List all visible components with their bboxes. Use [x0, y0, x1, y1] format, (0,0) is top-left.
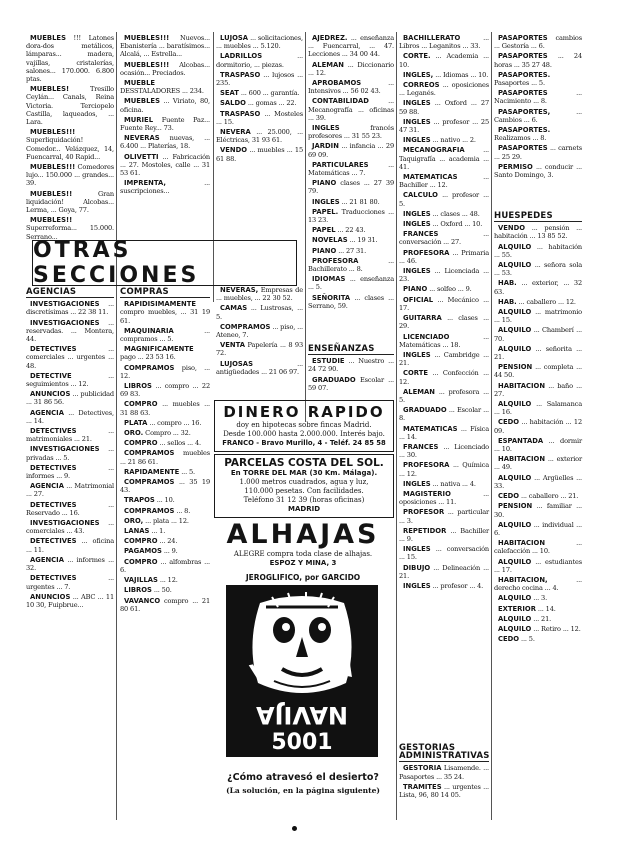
classified-ad: DETECTIVES ... informes ... 9.: [26, 463, 114, 481]
classified-ad: MAGNIFICAMENTE pago ... 23 53 16.: [120, 345, 194, 362]
classified-ad: IMPRENTA, ... suscripciones...: [120, 179, 210, 196]
jeroglifico-puzzle-image: [226, 585, 378, 757]
classified-ad: SALDO ... gomas ... 22.: [220, 99, 297, 108]
classified-ad: MECANOGRAFIA ... Taquigrafía ... academia ... 41.: [399, 146, 489, 171]
classified-ad: REPETIDOR ... Bachiller ... 9.: [399, 526, 489, 543]
classified-ad: CAMAS ... Lustrosas, ... 5.: [216, 304, 303, 321]
classified-ad: CORTE. ... Academia ... 10.: [399, 52, 489, 69]
classified-ad: COMPRO ... sellos ... 4.: [124, 439, 201, 448]
classified-ad: NEVERAS, Empresas de ... muebles, ... 22 30 52.: [216, 286, 303, 303]
classified-ad: NEVERA ... 25.000, ... Eléctricas, 31 93 61.: [216, 128, 303, 145]
classified-ad: NOVELAS ... 19 31.: [312, 236, 378, 245]
column-rule: [305, 32, 306, 422]
classified-ad: PASAPORTES cambios ... Gestoría ... 6.: [494, 34, 582, 51]
ad-alhajas-address: ESPOZ Y MINA, 3: [269, 559, 337, 567]
ad-alhajas-title: ALHAJAS: [226, 519, 380, 550]
classified-ad: VAVANCO compro ... 21 80 61.: [120, 596, 210, 613]
classified-ad: AJEDREZ. ... enseñanza ... Fuencarral, ... 47. Lecciones ... 34 00 44.: [308, 34, 394, 59]
classified-ad: DETECTIVE ... seguimientos ... 12.: [26, 371, 114, 389]
section-heading-ensenanzas: ENSEÑANZAS: [308, 345, 394, 355]
classified-ad: PAPEL. Traducciones ... 13 23.: [308, 207, 394, 225]
classified-ad: HABITACION ... calefacción ... 10.: [494, 539, 582, 556]
classified-ad: PENSION ... completa ... 44 50.: [494, 363, 582, 380]
classified-ad: ALQUILO ... 3.: [498, 594, 548, 603]
classified-ad: GRADUADO ... Escolar ... 8.: [399, 406, 489, 423]
classified-ad: LIBROS ... compro ... 22 69 83.: [120, 382, 210, 399]
classified-ad: EXTERIOR ... 14.: [498, 604, 556, 613]
classified-ad: CALCULO ... profesor ... 5.: [399, 191, 489, 208]
classified-ad: VAJILLAS ... 12.: [124, 576, 178, 585]
classified-ad: INVESTIGACIONES ... reservadas. ... Montera, 44.: [26, 318, 114, 344]
classified-ad: FRANCES ... conversación ... 27.: [399, 230, 489, 247]
jeroglifico-number: 5001: [271, 730, 333, 755]
classified-ad: INGLES ... profesor ... 25 47 31.: [399, 117, 489, 135]
classified-ad: INGLES ... Licenciada ... 23.: [399, 267, 489, 284]
classified-ad: PAPEL ... 22 43.: [312, 226, 366, 235]
page-mark-dot: [292, 826, 297, 831]
classified-column-6-top: [494, 34, 582, 210]
classified-ad: MAQUINARIA ... compramos ... 5.: [120, 326, 210, 344]
classified-ad: PIANO ... solfeo ... 9.: [403, 285, 472, 294]
classified-ad: HAB. ... caballero ... 12.: [498, 297, 576, 306]
classified-ad: APROBAMOS ... Intensivos ... 56 02 43.: [308, 79, 394, 96]
section-heading-gestorias: GESTORIAS ADMINISTRATIVAS: [399, 743, 490, 762]
classified-ad: CORREOS ... oposiciones ... Leganés.: [399, 81, 489, 98]
ad-alhajas-line: ALEGRE compra toda clase de alhajas.: [233, 550, 373, 558]
classified-ad: AGENCIA ... Detectives, ... 14.: [26, 408, 114, 425]
classified-column-4: [308, 34, 394, 346]
jeroglifico-question: ¿Cómo atravesó el desierto?: [227, 772, 379, 783]
agencias-section: [26, 288, 114, 808]
classified-ad: CEDO ... habitación ... 12 09.: [494, 418, 582, 435]
classified-ad: ALEMAN ... Diccionario ... 12.: [308, 60, 394, 77]
classified-ad: TRASPASO ... Mosteles ... 15.: [216, 109, 303, 126]
classified-ad: INGLES ... Cambridge ... 21.: [399, 350, 489, 368]
classified-ad: MAGISTERIO ... oposiciones ... 11.: [399, 489, 489, 507]
classified-ad: VENDO ... pensión ... habitación ... 13 85 52.: [494, 224, 582, 241]
classified-ad: PROFESORA ... Bachillerato ... 8.: [308, 256, 394, 274]
classified-ad: INVESTIGACIONES ... discretísimas ... 22 38 11.: [26, 300, 114, 317]
classified-ad: ALQUILO ... Salamanca ... 16.: [494, 400, 582, 417]
compras-section: [120, 288, 210, 808]
classified-ad: ORO. Compro ... 32.: [124, 429, 191, 438]
classified-ad: INVESTIGACIONES ... comerciales ... 43.: [26, 519, 114, 536]
classified-ad: MATEMATICAS ... Bachiller ... 12.: [399, 173, 489, 190]
classified-ad: MUEBLES ... Viriato, 80, oficina.: [120, 97, 210, 114]
section-heading-compras: COMPRAS: [120, 288, 210, 298]
classified-ad: ALQUILO ... individual ... 6.: [494, 520, 582, 537]
classified-ad: COMPRAMOS muebles ... 21 86 61.: [120, 449, 210, 466]
classified-ad: TRAMITES ... urgentes ... Lista, 96, 80 14 05.: [399, 782, 489, 800]
classified-ad: PROFESOR ... particular ... 3.: [399, 508, 489, 525]
classified-ad: MUEBLES !!! Latones dora-dos metálicos, lámparas... madera, vajillas, cristalerías, salones... 170.000. 6.800 ptas.: [26, 34, 114, 84]
classified-ad: BACHILLERATO ... Libros ... Leganitos ... 33.: [399, 34, 489, 51]
classified-ad: MUEBLES!! Gran liquidación! Alcobas... Lerma, ... Goya, 77.: [26, 189, 114, 215]
classified-ad: PASAPORTES ... Nacimiento ... 8.: [494, 89, 582, 106]
classified-ad: MURIEL Fuente Paz... Fuente Rey... 73.: [120, 115, 210, 133]
classified-column-1-top: [26, 34, 114, 241]
classified-ad: MUEBLE DESSTALADORES ... 234.: [120, 79, 204, 96]
classified-ad: PROFESORA ... Química ... 12.: [399, 461, 489, 478]
classified-ad: MUEBLES!!! Comedores lujo... 150.000 ... grandes... 39.: [26, 163, 114, 188]
classified-ad: DETECTIVES ... comerciales ... urgentes ... 48.: [26, 345, 114, 370]
classified-ad: HAB. ... exterior, ... 32 63.: [494, 279, 582, 296]
classified-ad: GRADUADO Escolar ... 59 07.: [308, 375, 394, 392]
classified-ad: VENDO ... muebles ... 15 61 88.: [216, 146, 303, 163]
ad-parcelas: [214, 454, 394, 518]
classified-ad: COMPRO ... alfombras ... 6.: [120, 557, 210, 574]
section-heading-agencias: AGENCIAS: [26, 288, 114, 298]
classified-ad: INVESTIGACIONES ... privadas ... 5.: [26, 445, 114, 462]
gestorias-section: [399, 744, 489, 804]
classified-ad: COMPRO ... muebles ... 31 88 63.: [120, 400, 210, 417]
classified-ad: OFICIAL ... Mecánico ... 17.: [399, 295, 489, 312]
ad-dinero-title: DINERO RAPIDO: [223, 403, 385, 421]
classified-ad: ANUNCIOS ... publicidad ... 31 86 56.: [26, 390, 114, 407]
classified-ad: DETECTIVES ... matrimoniales ... 21.: [26, 427, 114, 444]
classified-ad: ALQUILO ... Chamberí ... 70.: [494, 326, 582, 343]
classified-ad: INGLES ... nativa ... 4.: [403, 479, 476, 488]
classified-ad: ALQUILO ... señorita ... 21.: [494, 344, 582, 362]
classified-ad: GUITARRA ... clases ... 29.: [399, 314, 489, 331]
classified-ad: PASAPORTES. Pasaportes ... 5.: [494, 70, 551, 88]
classified-ad: MUEBLES!!! Superliquidación! Comedor... Velázquez, 14, Fuencarral, 40 Rapid...: [26, 128, 114, 161]
classified-ad: DETECTIVES ... Reservado ... 16.: [26, 500, 114, 517]
jeroglifico-solution-note: (La solución, en la página siguiente): [226, 786, 380, 795]
classified-column-5: [399, 34, 489, 742]
classified-ad: PIANO clases ... 27 39 79.: [308, 179, 394, 196]
jeroglifico-letter-a: A: [334, 654, 356, 683]
classified-ad: RAPIDAMENTE ... 5.: [124, 467, 196, 476]
classified-ad: HABITACION, ... derecho cocina ... 4.: [494, 575, 582, 593]
classified-ad: INGLES ... profesor ... 4.: [403, 581, 484, 590]
classified-ad: LUJOSA ... solicitaciones, ... muebles ... 5.120.: [216, 34, 303, 51]
ad-parcelas-line: 110.000 pesetas. Con facilidades.: [244, 487, 364, 495]
classified-ad: NEVERAS nuevas, ... 6.400 ... Platerías, 18.: [120, 134, 210, 151]
classified-ad: LADRILLOS ... dormitorio, ... piezas.: [216, 52, 303, 69]
classified-ad: PASAPORTES. Realizamos ... 8.: [494, 126, 551, 143]
classified-ad: ALQUILO ... Argüelles ... 33.: [494, 473, 582, 490]
classified-ad: COMPRAMOS ... piso, ... Ateneo, 7.: [216, 322, 303, 340]
classified-ad: DETECTIVES ... oficina ... 11.: [26, 537, 114, 554]
classified-column-3-mid: [216, 286, 303, 386]
classified-ad: INGLES ... nativo ... 2.: [403, 136, 476, 145]
classified-ad: PASAPORTES ... 24 horas ... 35 27 48.: [494, 52, 582, 69]
classified-ad: MUEBLES! Tresillo Ceylán... Canals, Reina Victoria. Terciopelo Castilla, laqueados, ... Lara.: [26, 85, 114, 127]
classified-ad: MUEBLES!! Superreforma... 15.000. Serrano...: [26, 216, 114, 241]
classified-ad: PASAPORTES, ... Cambios ... 6.: [494, 107, 582, 124]
classified-ad: INGLES ... Oxford ... 10.: [403, 220, 483, 229]
classified-ad: LUJOSAS ... antigüedades ... 21 06 97.: [216, 359, 303, 376]
huespedes-section: [494, 212, 582, 806]
classified-ad: ORO, ... plata ... 12.: [124, 516, 189, 525]
classified-ad: PERMISO ... conducir ... Santo Domingo, 3.: [494, 162, 582, 180]
ad-dinero-contact: FRANCO - Bravo Murillo, 4 - Teléf. 24 85 58: [222, 439, 386, 447]
classified-ad: PAGAMOS ... 9.: [124, 547, 178, 556]
classified-ad: DETECTIVES ... urgentes ... 7.: [26, 574, 114, 591]
ad-parcelas-line: Teléfono 31 12 39 (horas oficinas): [243, 496, 365, 504]
classified-ad: PIANO ... 27 31.: [312, 246, 367, 255]
ad-dinero-line: doy en hipotecas sobre fincas Madrid.: [236, 421, 372, 429]
section-banner-text: OTRAS SECCIONES: [33, 238, 200, 288]
classified-ad: CORTE ... Confección ... 12.: [399, 369, 489, 386]
jeroglifico-letter-v: V: [248, 658, 270, 687]
classified-ad: INGLES, ... Idiomas ... 10.: [403, 70, 489, 79]
classified-ad: ALQUILO ... estudiantes ... 17.: [494, 557, 582, 574]
classified-ad: CEDO ... caballero ... 21.: [498, 492, 579, 501]
classified-ad: COMPRAMOS ... 8.: [124, 506, 191, 515]
classified-ad: ALQUILO ... 21.: [498, 614, 552, 623]
ad-dinero-rapido: [214, 400, 394, 452]
classified-ad: HABITACION ... baño ... 27.: [494, 381, 582, 398]
classified-column-2-top: [120, 34, 210, 234]
classified-ad: IDIOMAS ... enseñanza ... 5.: [308, 275, 394, 292]
classified-ad: ALEMAN ... profesora ... 5.: [399, 387, 489, 404]
classified-ad: INGLES ... clases ... 48.: [403, 209, 480, 218]
classified-ad: INGLES ... conversación ... 15.: [399, 545, 489, 562]
classified-ad: OLIVETTI ... Fabricación ... 27. Mostoles, calle ... 31 53 61.: [120, 152, 210, 178]
classified-ad: SEÑORITA ... clases ... Serrano, 59.: [308, 293, 394, 310]
classified-ad: COMPRAMOS piso, ... 12.: [120, 363, 210, 380]
classified-ad: INGLES ... 21 81 80.: [312, 197, 380, 206]
ad-parcelas-title: PARCELAS COSTA DEL SOL.: [224, 457, 384, 469]
section-banner: [32, 240, 297, 286]
classified-ad: CEDO ... 5.: [498, 635, 535, 644]
classified-ad: INGLES francés profesores ... 31 55 23.: [308, 124, 394, 141]
ensenanzas-section: [308, 345, 394, 397]
classified-ad: TRAPOS ... 10.: [124, 496, 175, 505]
ad-dinero-line: Desde 100.000 hasta 2.000.000. Interés bajo.: [223, 430, 385, 438]
classified-ad: INGLES ... Oxford ... 27 59 88.: [399, 99, 489, 116]
jeroglifico-title: JEROGLIFICO, por GARCIDO: [245, 573, 361, 582]
classified-ad: ALQUILO ... Retiro ... 12.: [498, 624, 581, 633]
classified-ad: ALQUILO ... matrimonio ... 15.: [494, 308, 582, 325]
classified-ad: LIBROS ... 50.: [124, 586, 172, 595]
classified-ad: ESPANTADA ... dormir ... 10.: [494, 436, 582, 454]
column-rule: [491, 32, 492, 820]
classified-ad: MUEBLES!!! Nuevos... Ebanistería ... baratísimos... Alcalá, ... Estrella...: [120, 34, 210, 59]
classified-ad: LICENCIADO ... Matemáticas ... 18.: [399, 332, 489, 349]
classified-ad: LANAS ... 1.: [124, 527, 166, 536]
classified-ad: TRASPASO ... lujosos ... 235.: [216, 70, 303, 88]
jeroglifico-word: NAVIJA: [255, 701, 349, 729]
classified-ad: MUEBLES!!! Alcobas... ocasión... Preciados.: [120, 60, 210, 77]
classified-ad: PROFESORA ... Primaria ... 46.: [399, 248, 489, 265]
classified-ad: PASAPORTES ... carnets ... 25 29.: [494, 144, 582, 161]
classified-ad: RAPIDISIMAMENTE compro muebles, ... 31 19 61.: [120, 300, 210, 325]
classified-column-3-top: [216, 34, 303, 234]
ad-parcelas-city: MADRID: [288, 505, 320, 513]
column-rule: [396, 32, 397, 820]
classified-ad: ANUNCIOS ... ABC ... 11 10 30, Fuipbrue...: [26, 592, 114, 609]
ad-alhajas: [214, 520, 392, 570]
section-heading-huespedes: HUESPEDES: [494, 212, 582, 222]
classified-ad: COMPRAMOS ... 35 19 43.: [120, 478, 210, 495]
classified-ad: AGENCIA ... Matrimonial ... 27.: [26, 482, 114, 499]
classified-ad: FRANCES ... Licenciado ... 30.: [399, 442, 489, 460]
classified-ad: GESTORIA Lisamende. ... Pasaportes ... 35 24.: [399, 764, 489, 781]
classified-ad: JARDIN ... infancia ... 29 69 09.: [308, 142, 394, 159]
classified-ad: ESTUDIE ... Nuestro ... 24 72 90.: [308, 357, 394, 374]
classified-ad: AGENCIA ... informes ... 32.: [26, 555, 114, 573]
classified-ad: DIBUJO ... Delineación ... 21.: [399, 563, 489, 580]
classified-ad: COMPRO ... 24.: [124, 537, 178, 546]
classified-ad: ALQUILO ... habitación ... 55.: [494, 242, 582, 259]
classified-ad: PARTICULARES ... Matemáticas ... 7.: [308, 160, 394, 178]
classified-ad: MATEMATICAS ... Física ... 14.: [399, 424, 489, 441]
classified-ad: SEAT ... 600 ... garantía.: [220, 89, 300, 98]
ad-parcelas-line: 1.000 metros cuadrados, agua y luz,: [239, 478, 369, 486]
classified-ad: PLATA ... compro ... 16.: [124, 418, 202, 427]
ad-parcelas-line: En TORRE DEL MAR (30 Km. Málaga).: [230, 469, 378, 477]
classified-ad: HABITACION ... exterior ... 49.: [494, 455, 582, 472]
column-rule: [116, 32, 117, 820]
classified-ad: PENSION ... familiar ... 30.: [494, 502, 582, 519]
classified-ad: CONTABILIDAD ... Mecanografía ... oficinas ... 39.: [308, 97, 394, 122]
classified-ad: ALQUILO ... señora sola ... 53.: [494, 261, 582, 278]
classified-ad: VENTA Papelería ... 8 93 72.: [216, 341, 303, 358]
